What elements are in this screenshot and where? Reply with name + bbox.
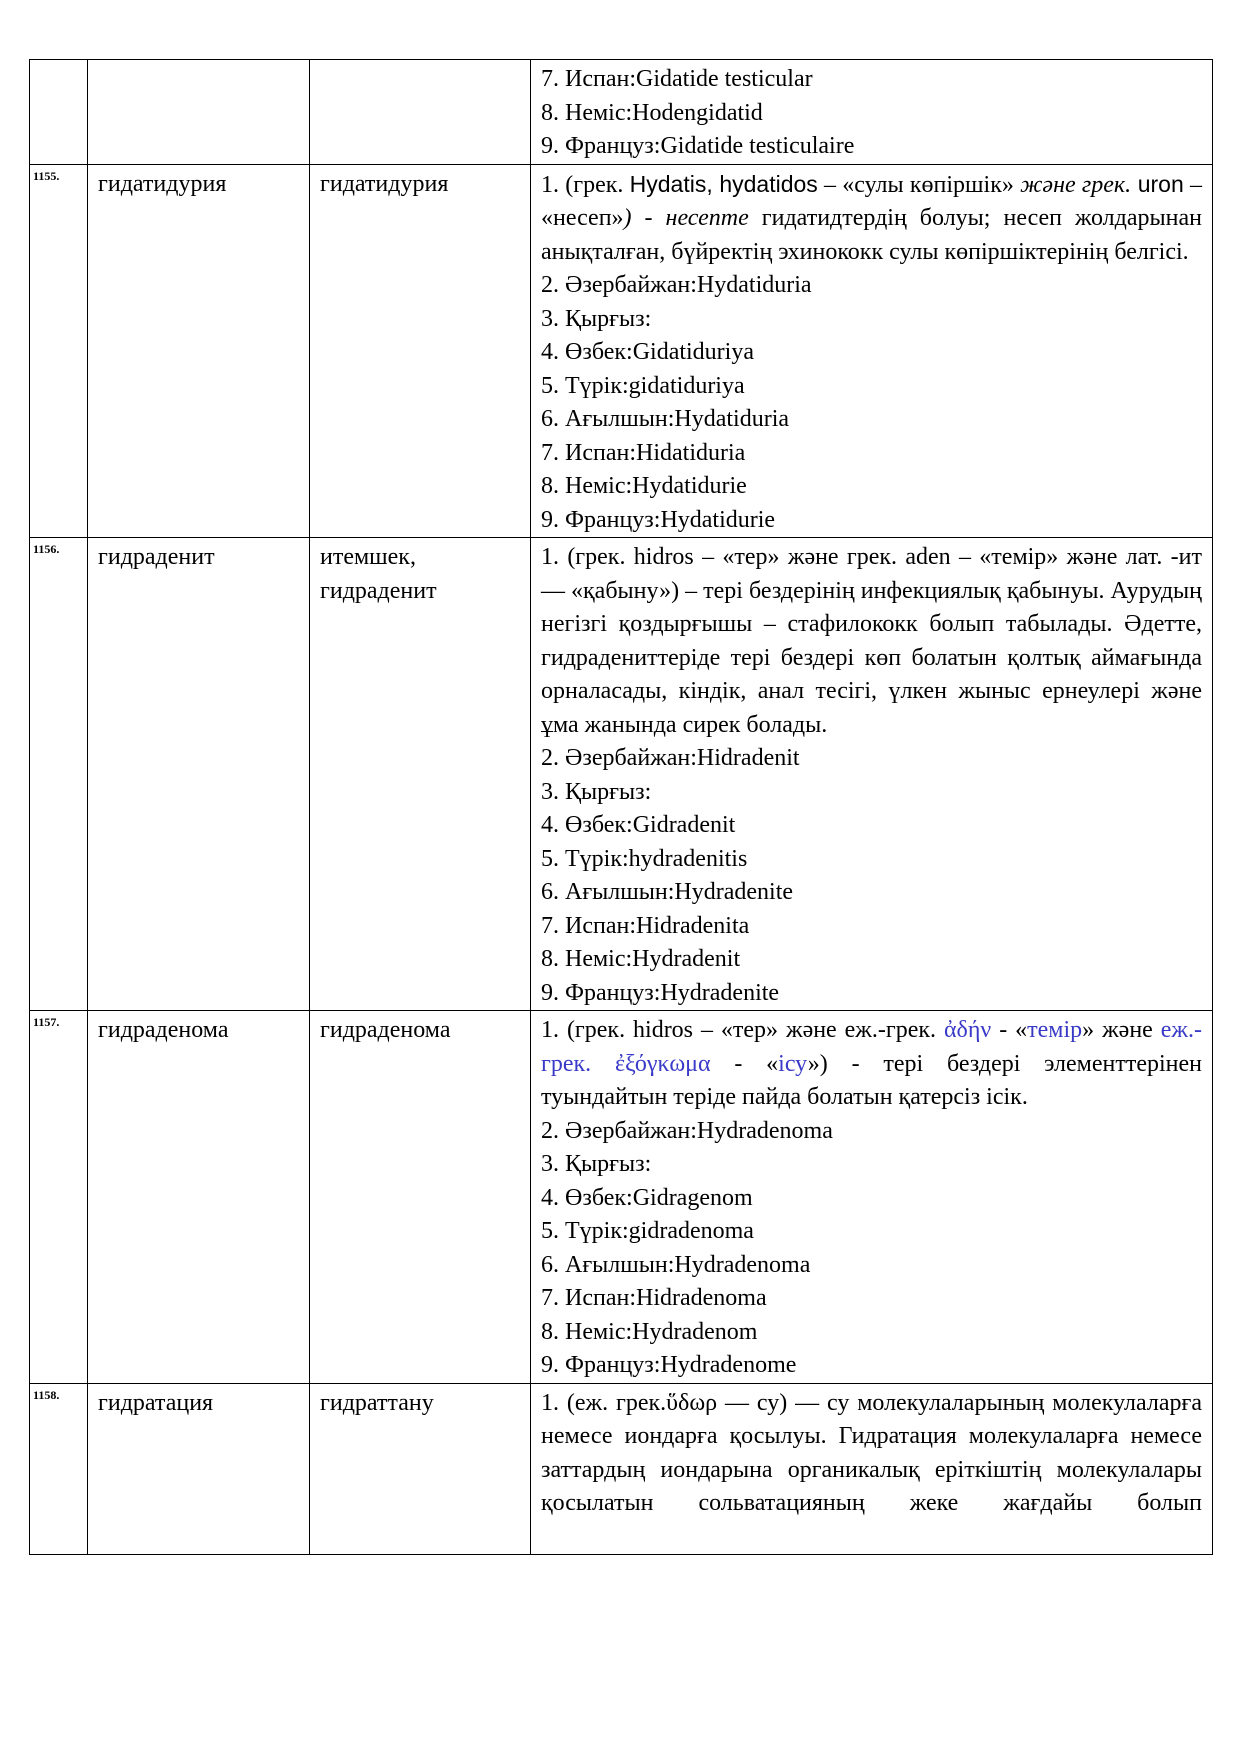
entry-definition bbox=[531, 1011, 1213, 1384]
language-line: 5. Түрік:gidradenoma bbox=[541, 1218, 754, 1244]
entry-definition bbox=[531, 60, 1213, 165]
entry-term: гидратация bbox=[88, 1383, 310, 1554]
entry-term bbox=[88, 60, 310, 165]
entry-term: гидатидурия bbox=[88, 164, 310, 538]
language-line: 3. Қырғыз: bbox=[541, 778, 652, 805]
language-line: 2. Әзербайжан:Hydradenoma bbox=[541, 1117, 833, 1144]
entry-kazakh-term: гидраденома bbox=[310, 1011, 531, 1384]
language-line: 8. Неміс:Hydatidurie bbox=[541, 473, 747, 499]
language-line: 2. Әзербайжан:Hydatiduria bbox=[541, 272, 812, 298]
language-line: 6. Ағылшын:Hydatiduria bbox=[541, 406, 790, 432]
table-row bbox=[30, 1011, 1213, 1384]
language-line: 4. Өзбек:Gidragenom bbox=[541, 1184, 753, 1211]
language-line: 9. Француз:Hydradenite bbox=[541, 979, 780, 1006]
language-line: 4. Өзбек:Gidatiduriya bbox=[541, 339, 754, 365]
language-line: 9. Француз:Hydradenome bbox=[541, 1352, 797, 1378]
language-line: 7. Испан:Hidradenoma bbox=[541, 1285, 767, 1311]
entry-term: гидраденит bbox=[88, 538, 310, 1011]
language-line: 3. Қырғыз: bbox=[541, 1151, 652, 1177]
language-line: 6. Ағылшын:Hydradenoma bbox=[541, 1251, 811, 1278]
language-line: 6. Ағылшын:Hydradenite bbox=[541, 879, 794, 905]
language-line: 2. Әзербайжан:Hidradenit bbox=[541, 745, 800, 771]
language-line: 8. Неміс:Hodengidatid bbox=[541, 99, 763, 126]
entry-kazakh-term: итемшек, гидраденит bbox=[310, 538, 531, 1011]
language-line: 4. Өзбек:Gidradenit bbox=[541, 812, 736, 838]
language-line: 7. Испан:Gidatide testicular bbox=[541, 66, 813, 92]
entry-definition bbox=[531, 1383, 1213, 1554]
table-row bbox=[30, 1383, 1213, 1554]
language-line: 5. Түрік:hydradenitis bbox=[541, 845, 748, 872]
language-line: 9. Француз:Hydatidurie bbox=[541, 506, 776, 533]
entry-definition bbox=[531, 538, 1213, 1011]
language-line: 9. Француз:Gidatide testiculaire bbox=[541, 133, 855, 159]
entry-kazakh-term: гидраттану bbox=[310, 1383, 531, 1554]
dictionary-table bbox=[29, 59, 1213, 1555]
language-line: 8. Неміс:Hydradenit bbox=[541, 946, 741, 972]
entry-number: 1157. bbox=[30, 1011, 88, 1384]
table-row bbox=[30, 164, 1213, 538]
entry-definition bbox=[531, 164, 1213, 538]
entry-kazakh-term bbox=[310, 60, 531, 165]
definition-paragraph: 1. (грек. Hydatis, hydatidos – «сулы көпіршік» және грек. uron – «несеп») - несепте гидатидтердің болуы; несеп жолдарынан анықталған, бүйректің эхинококк сулы көпіршіктерінің белгісі. bbox=[541, 170, 1202, 265]
entry-kazakh-term: гидатидурия bbox=[310, 164, 531, 538]
table-row bbox=[30, 60, 1213, 165]
entry-number: 1156. bbox=[30, 538, 88, 1011]
definition-paragraph: 1. (грек. hidros – «тер» және грек. aden – «темір» және лат. -ит — «қабыну») – тері бездерінің инфекциялық қабынуы. Аурудың негізгі қоздырғышы – стафилококк болып табылады. Әдетте, гидрадениттеріде тері бездері көп болатын қолтық аймағында орналасады, кіндік, анал тесігі, үлкен жыныс ернеулері және ұма жанында сирек болады. bbox=[541, 544, 1202, 738]
table-row bbox=[30, 538, 1213, 1011]
entry-number: 1155. bbox=[30, 164, 88, 538]
definition-paragraph: 1. (еж. грек.ὕδωρ — су) — су молекулаларының молекулаларға немесе иондарға қосылуы. Гидратация молекулаларға немесе заттардың иондарына органикалық еріткіштің молекулалары қосылатын сольватацияның жеке жағдайы болып bbox=[541, 1389, 1202, 1516]
language-line: 8. Неміс:Hydradenom bbox=[541, 1318, 758, 1345]
language-line: 3. Қырғыз: bbox=[541, 305, 652, 332]
entry-number: 1158. bbox=[30, 1383, 88, 1554]
language-line: 7. Испан:Hidatiduria bbox=[541, 439, 746, 466]
definition-paragraph: 1. (грек. hidros – «тер» және еж.-грек. ἀδήν - «темір» және еж.-грек. ἐξόγκωμα - «ісу») - тері бездері элементтерінен туындайтын теріде пайда болатын қатерсіз ісік. bbox=[541, 1017, 1202, 1110]
language-line: 7. Испан:Hidradenita bbox=[541, 912, 750, 939]
language-line: 5. Түрік:gidatiduriya bbox=[541, 372, 745, 399]
entry-term: гидраденома bbox=[88, 1011, 310, 1384]
entry-number bbox=[30, 60, 88, 165]
